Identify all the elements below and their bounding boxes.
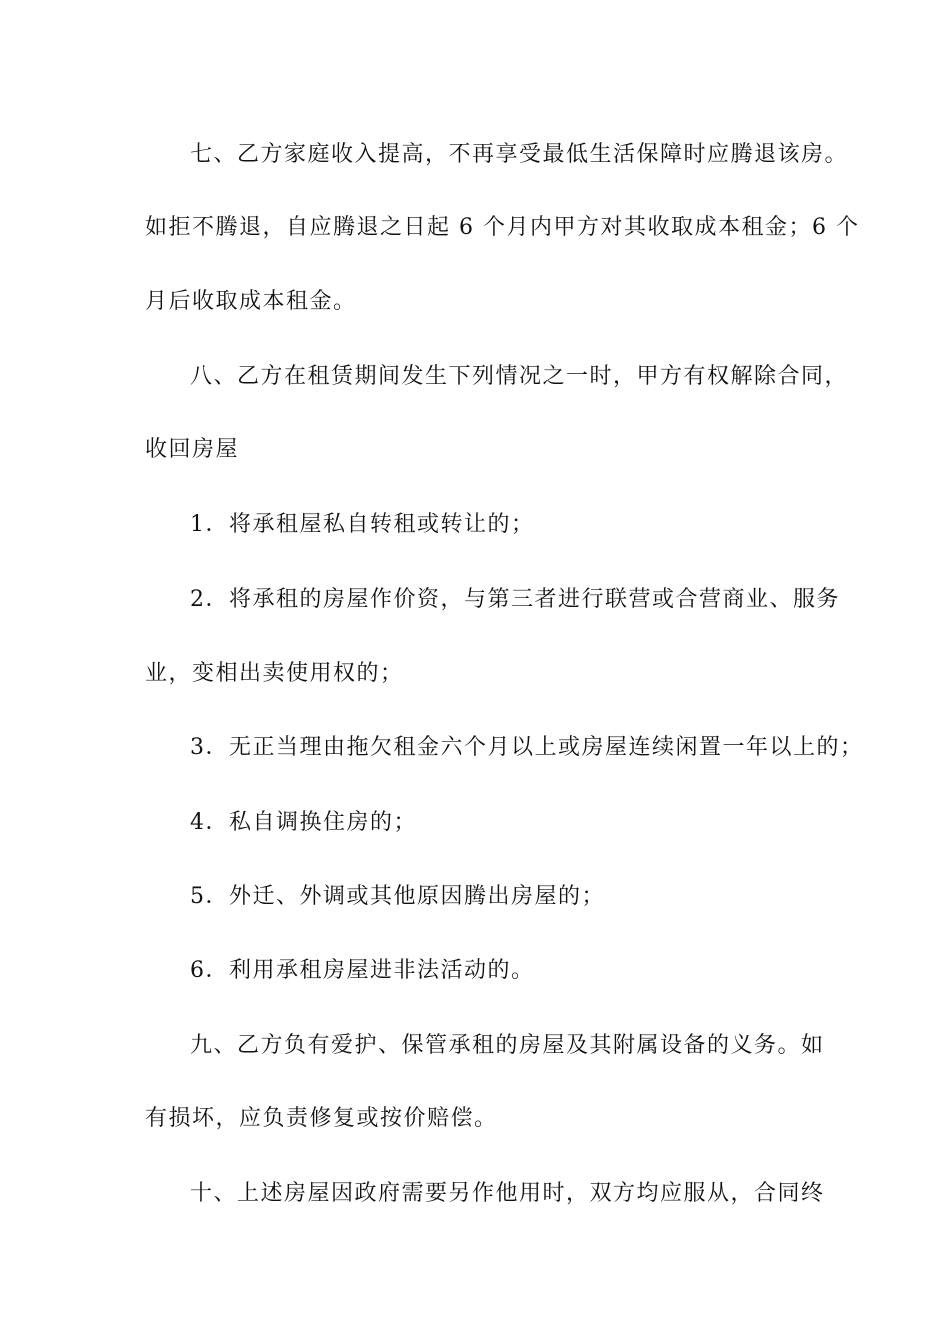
clause-8-item-2-line-2: 业，变相出卖使用权的； [145,661,404,686]
clause-8-item-2-line-1: 2．将承租的房屋作价资，与第三者进行联营或合营商业、服务 [190,587,840,612]
clause-7-line-3: 月后收取成本租金。 [145,289,357,314]
clause-8-line-2: 收回房屋 [145,437,240,462]
clause-7-line-1: 七、乙方家庭收入提高，不再享受最低生活保障时应腾退该房。 [190,142,849,167]
clause-10-line-1: 十、上述房屋因政府需要另作他用时，双方均应服从，合同终 [190,1181,825,1206]
clause-8-item-1: 1．将承租屋私自转租或转让的； [190,512,535,537]
clause-8-item-3: 3．无正当理由拖欠租金六个月以上或房屋连续闲置一年以上的； [190,735,864,760]
clause-9-line-2: 有损坏，应负责修复或按价赔偿。 [145,1106,498,1131]
clause-9-line-1: 九、乙方负有爱护、保管承租的房屋及其附属设备的义务。如 [190,1033,825,1058]
clause-7-line-2: 如拒不腾退，自应腾退之日起 6 个月内甲方对其收取成本租金；6 个 [145,215,860,240]
clause-8-line-1: 八、乙方在租赁期间发生下列情况之一时，甲方有权解除合同， [190,364,849,389]
clause-8-item-4: 4．私自调换住房的； [190,810,417,835]
clause-8-item-5: 5．外迁、外调或其他原因腾出房屋的； [190,884,605,909]
clause-8-item-6: 6．利用承租房屋进非法活动的。 [190,958,535,983]
